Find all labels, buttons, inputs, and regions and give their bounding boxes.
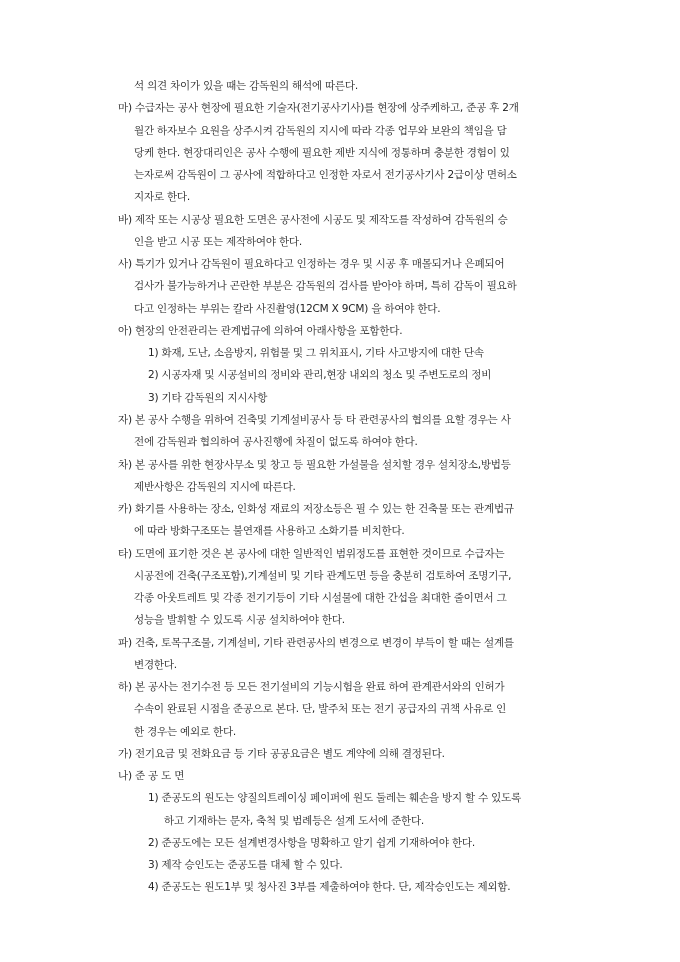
text-line: 2) 준공도에는 모든 설계변경사항을 명확하고 알기 쉽게 기재하여야 한다. xyxy=(148,837,475,849)
text-line: 전에 감독원과 협의하여 공사진행에 차질이 없도록 하여야 한다. xyxy=(134,436,418,448)
text-line: 가) 전기요금 및 전화요금 등 기타 공공요금은 별도 계약에 의해 결정된다. xyxy=(118,748,445,760)
text-line: 파) 건축, 토목구조물, 기계설비, 기타 관련공사의 변경으로 변경이 부득이 할 때는 설계를 xyxy=(118,637,514,649)
text-line: 하고 기재하는 문자, 축척 및 범례등은 설계 도서에 준한다. xyxy=(164,815,425,827)
text-line: 차) 본 공사를 위한 현장사무소 및 창고 등 필요한 가설물을 설치할 경우 설치장소,방법등 xyxy=(118,459,511,471)
text-line: 인을 받고 시공 또는 제작하여야 한다. xyxy=(134,236,302,248)
text-line: 당케 한다. 현장대리인은 공사 수행에 필요한 제반 지식에 정통하며 충분한 경험이 있 xyxy=(134,147,510,159)
text-line: 2) 시공자재 및 시공설비의 정비와 관리,현장 내외의 청소 및 주변도로의 정비 xyxy=(148,369,492,381)
text-line: 각종 아웃트레트 및 각종 전기기등이 기타 시설물에 대한 간섭을 최대한 줄이면서 그 xyxy=(134,592,507,604)
text-line: 는자로써 감독원이 그 공사에 적합하다고 인정한 자로서 전기공사기사 2급이상 면허소 xyxy=(134,169,517,181)
text-line: 성능을 발휘할 수 있도록 시공 설치하여야 한다. xyxy=(134,614,345,626)
text-line: 타) 도면에 표기한 것은 본 공사에 대한 일반적인 범위정도를 표현한 것이므로 수급자는 xyxy=(118,548,505,560)
text-line: 아) 현장의 안전관리는 관계법규에 의하여 아래사항을 포함한다. xyxy=(118,325,403,337)
text-line: 검사가 불가능하거나 곤란한 부분은 감독원의 검사를 받아야 하며, 특히 감독이 필요하 xyxy=(134,280,517,292)
text-line: 자) 본 공사 수행을 위하여 건축및 기계설비공사 등 타 관련공사의 협의를 요할 경우는 사 xyxy=(118,414,511,426)
text-line: 수속이 완료된 시점을 준공으로 본다. 단, 발주처 또는 전기 공급자의 귀책 사유로 인 xyxy=(134,703,507,715)
text-line: 한 경우는 예외로 한다. xyxy=(134,726,237,738)
text-line: 1) 화재, 도난, 소음방지, 위험물 및 그 위치표시, 기타 사고방지에 대한 단속 xyxy=(148,347,484,359)
text-line: 바) 제작 또는 시공상 필요한 도면은 공사전에 시공도 및 제작도를 작성하여 감독원의 승 xyxy=(118,214,508,226)
text-line: 3) 제작 승인도는 준공도를 대체 할 수 있다. xyxy=(148,859,343,871)
text-line: 4) 준공도는 원도1부 및 청사진 3부를 제출하여야 한다. 단, 제작승인도는 제외함. xyxy=(148,881,511,893)
text-line: 마) 수급자는 공사 현장에 필요한 기술자(전기공사기사)를 현장에 상주케하고, 준공 후 2개 xyxy=(118,102,519,114)
text-line: 제반사항은 감독원의 지시에 따른다. xyxy=(134,481,296,493)
text-line: 카) 화기를 사용하는 장소, 인화성 재료의 저장소등은 필 수 있는 한 건축물 또는 관계법규 xyxy=(118,503,514,515)
text-line: 변경한다. xyxy=(134,659,177,671)
text-line: 다고 인정하는 부위는 칼라 사진촬영(12CM X 9CM) 을 하여야 한다. xyxy=(134,303,441,315)
text-line: 시공전에 건축(구조포함),기계설비 및 기타 관계도면 등을 충분히 검토하여 조명기구, xyxy=(134,570,512,582)
text-line: 석 의견 차이가 있을 때는 감독원의 해석에 따른다. xyxy=(134,80,358,92)
text-line: 하) 본 공사는 전기수전 등 모든 전기설비의 기능시험을 완료 하여 관계관서와의 인허가 xyxy=(118,681,505,693)
text-line: 1) 준공도의 원도는 양질의트레이싱 페이퍼에 원도 둘레는 훼손을 방지 할 수 있도록 xyxy=(148,792,522,804)
text-line: 사) 특기가 있거나 감독원이 필요하다고 인정하는 경우 및 시공 후 매몰되거나 은폐되어 xyxy=(118,258,505,270)
text-line: 3) 기타 감독원의 지시사항 xyxy=(148,392,268,404)
text-line: 지자로 한다. xyxy=(134,191,190,203)
text-line: 나) 준 공 도 면 xyxy=(118,770,185,782)
text-line: 에 따라 방화구조또는 불연재를 사용하고 소화기를 비치한다. xyxy=(134,525,405,537)
text-line: 월간 하자보수 요원을 상주시켜 감독원의 지시에 따라 각종 업무와 보완의 책임을 담 xyxy=(134,125,507,137)
